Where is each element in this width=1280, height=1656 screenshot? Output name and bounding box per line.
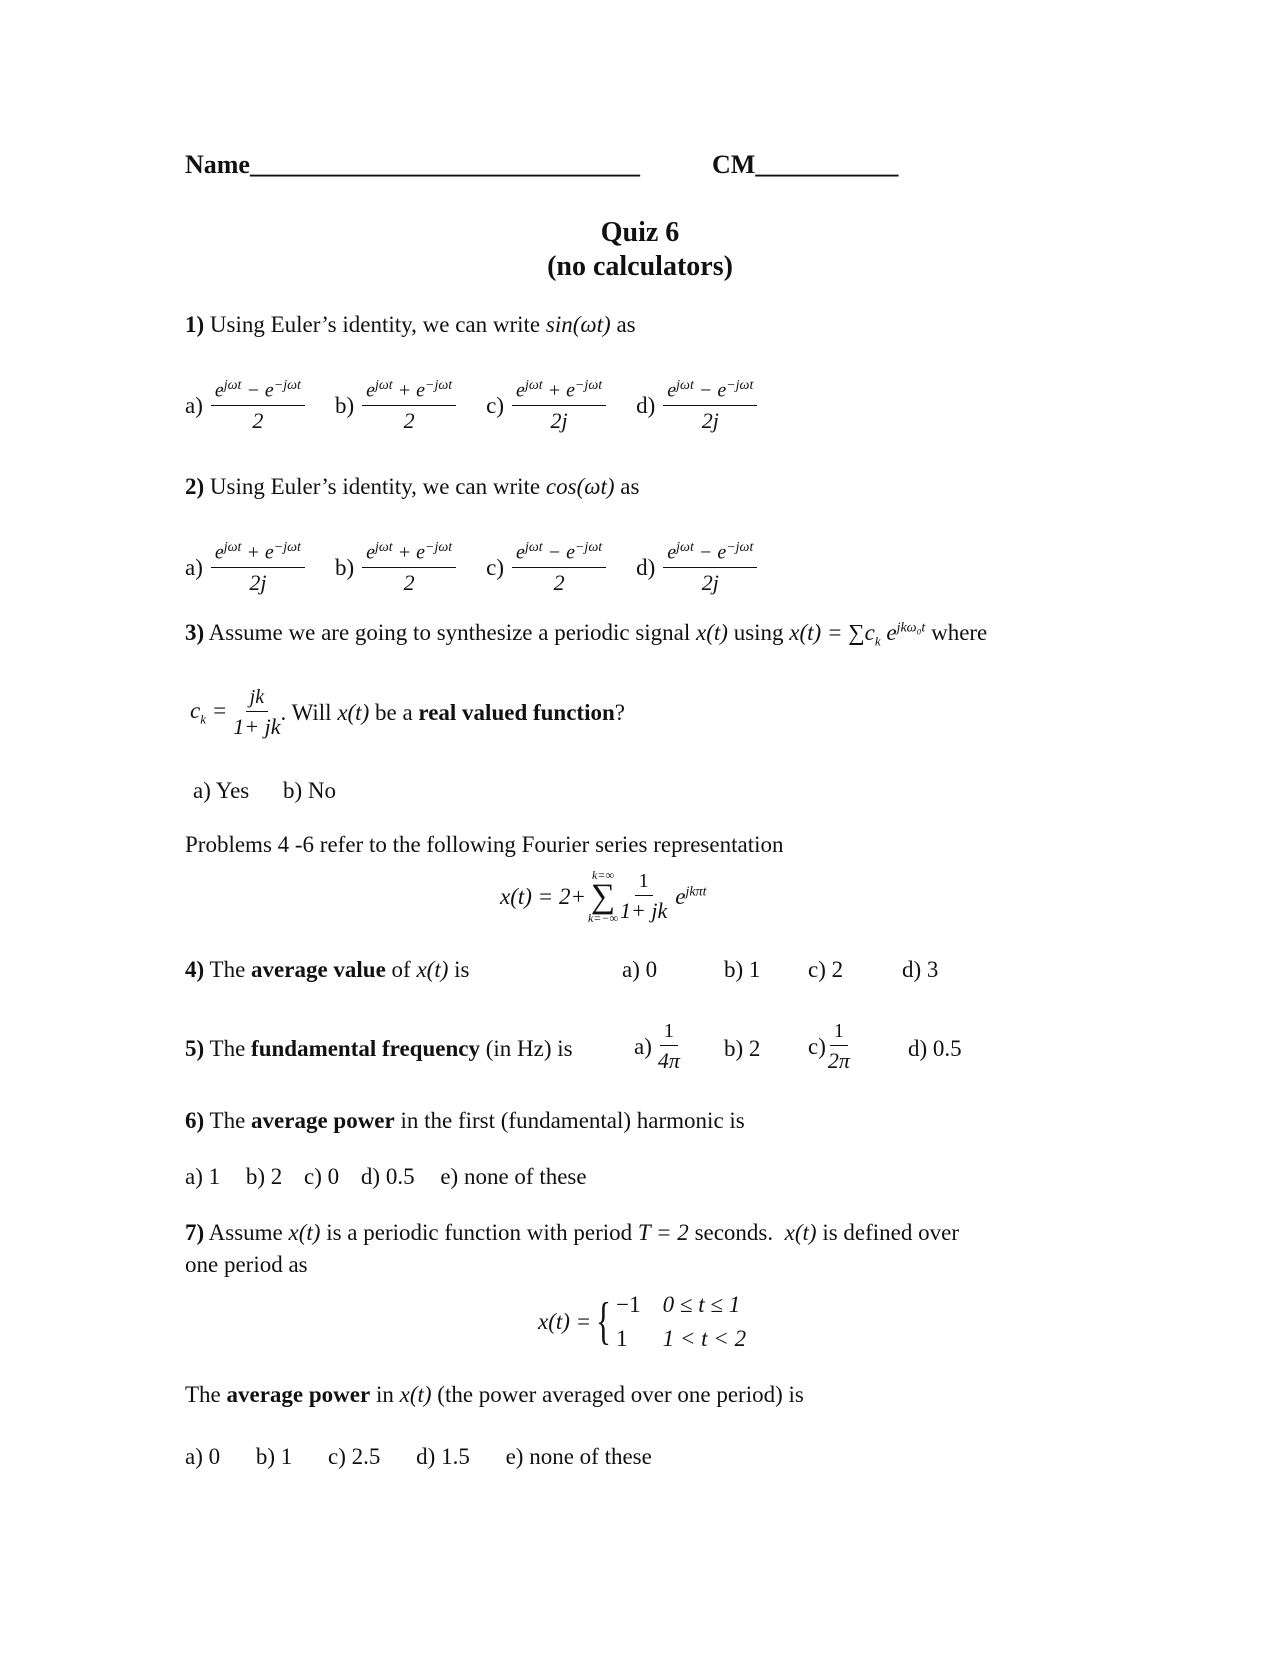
fourier-series-formula — [500, 868, 707, 926]
question-text: of — [391, 957, 411, 982]
q4-option-d[interactable]: d) 3 — [902, 957, 939, 982]
question-text: seconds. — [694, 1220, 774, 1245]
question-7 — [185, 1220, 959, 1246]
math-expression: x(t) — [696, 620, 728, 645]
page-title — [0, 216, 1280, 284]
math-expression: x(t) — [288, 1220, 321, 1245]
option-b[interactable]: b) 1 — [255, 1444, 293, 1469]
option-c[interactable]: c) 0 — [304, 1164, 340, 1189]
piecewise-lhs: x(t) = — [538, 1309, 592, 1334]
math-expression: sin(ωt) — [545, 312, 611, 337]
question-number: 5) — [185, 1036, 205, 1061]
name-field-label: Name______________________________ — [185, 150, 640, 179]
question-5 — [185, 1036, 573, 1062]
quiz-subtitle: (no calculators) — [547, 251, 733, 282]
option-c[interactable]: c) 2.5 — [328, 1444, 381, 1469]
coefficient-label: $c_k$ = — [190, 698, 228, 727]
math-expression: x(t) — [416, 957, 449, 982]
case-condition: 0 ≤ t ≤ 1 — [662, 1292, 741, 1317]
q4-option-c[interactable]: c) 2 — [808, 957, 844, 982]
q5-option-b[interactable]: b) 2 — [724, 1036, 761, 1061]
question-7-line2: one period as — [185, 1252, 308, 1277]
option-b[interactable]: b) $\frac{e^{j\omega t} + e^{-j\omega t}}{2}$ — [335, 540, 456, 596]
option-a[interactable]: a) $\frac{e^{j\omega t} + e^{-j\omega t}}{2j}$ — [185, 540, 305, 596]
question-6 — [185, 1108, 745, 1134]
case-value: −1 — [616, 1292, 641, 1317]
q4-option-b[interactable]: b) 1 — [724, 957, 761, 982]
bold-term: average power — [226, 1382, 371, 1407]
question-3-coefficient — [190, 686, 625, 740]
question-4 — [185, 957, 469, 983]
coefficient-fraction: $\frac{jk}{1+ jk}$ — [233, 686, 281, 739]
formula-lhs: x(t) = 2+ — [500, 884, 586, 909]
question-text: be a — [374, 700, 413, 725]
question-text: Using Euler’s identity, we can write — [209, 474, 541, 499]
question-number: 2) — [185, 474, 205, 499]
synthesis-formula: $x(t) = \sum c_k$ $e^{jk\omega_0t}$ — [789, 620, 926, 649]
piecewise-definition — [538, 1292, 746, 1352]
question-text: is a periodic function with period — [326, 1220, 633, 1245]
option-a[interactable]: a) 1 — [185, 1164, 221, 1189]
question-3-options — [193, 778, 336, 804]
option-a[interactable]: a) 0 — [185, 1444, 221, 1469]
question-text: is — [454, 957, 470, 982]
question-1-options — [185, 378, 783, 434]
q5-option-a[interactable]: a) $\frac{1}{4\pi}$ — [634, 1020, 680, 1073]
question-text: (the power averaged over one period) is — [437, 1382, 804, 1407]
q5-option-d[interactable]: d) 0.5 — [908, 1036, 962, 1061]
question-text: Assume — [208, 1220, 283, 1245]
cm-field-label: CM___________ — [712, 150, 899, 179]
option-c[interactable]: c) $\frac{e^{j\omega t} + e^{-j\omega t}}{2j}$ — [486, 378, 606, 434]
option-c[interactable]: c) $\frac{e^{j\omega t} - e^{-j\omega t}}{2}$ — [486, 540, 606, 596]
question-text: The — [185, 1382, 221, 1407]
question-6-options — [185, 1164, 587, 1190]
bold-term: average power — [251, 1108, 395, 1133]
option-a[interactable]: a) Yes — [193, 778, 250, 803]
question-text: is defined over — [822, 1220, 959, 1245]
option-e[interactable]: e) none of these — [440, 1164, 587, 1189]
period-value: T = 2 — [637, 1220, 689, 1245]
question-text: ? — [614, 700, 625, 725]
question-text: Using Euler’s identity, we can write — [209, 312, 541, 337]
q4-option-a[interactable]: a) 0 — [622, 957, 658, 982]
option-d[interactable]: d) $\frac{e^{j\omega t} - e^{-j\omega t}}{2j}$ — [636, 378, 757, 434]
math-expression: x(t) — [784, 1220, 817, 1245]
math-expression: cos(ωt) — [545, 474, 615, 499]
fourier-intro: Problems 4 -6 refer to the following Fourier series representation — [185, 832, 784, 857]
question-text: The — [209, 1036, 246, 1061]
option-b[interactable]: b) No — [282, 778, 337, 803]
question-number: 3) — [185, 620, 205, 645]
question-text: . Will — [280, 700, 332, 725]
question-number: 7) — [185, 1220, 205, 1245]
option-a[interactable]: a) $\frac{e^{j\omega t} - e^{-j\omega t}}{2}$ — [185, 378, 305, 434]
option-d[interactable]: d) 0.5 — [360, 1164, 415, 1189]
case-condition: 1 < t < 2 — [662, 1326, 747, 1351]
bold-term: real valued function — [418, 700, 615, 725]
option-e[interactable]: e) none of these — [505, 1444, 652, 1469]
question-text: as — [620, 474, 640, 499]
option-d[interactable]: d) $\frac{e^{j\omega t} - e^{-j\omega t}}{2j}$ — [636, 540, 757, 596]
bold-term: average value — [251, 957, 386, 982]
question-number: 4) — [185, 957, 205, 982]
question-number: 6) — [185, 1108, 205, 1133]
question-7-followup — [185, 1382, 804, 1408]
question-text: (in Hz) is — [485, 1036, 573, 1061]
question-2-options — [185, 540, 783, 596]
option-b[interactable]: b) $\frac{e^{j\omega t} + e^{-j\omega t}}{2}$ — [335, 378, 456, 434]
question-text: where — [931, 620, 988, 645]
question-text: in — [375, 1382, 394, 1407]
exponential-term: $e^{jk\pi t}$ — [675, 884, 707, 909]
question-number: 1) — [185, 312, 205, 337]
question-text: The — [209, 1108, 246, 1133]
question-text: in the first (fundamental) harmonic is — [400, 1108, 745, 1133]
q5-option-c[interactable]: c) $\frac{1}{2\pi}$ — [808, 1020, 850, 1073]
question-3 — [185, 620, 987, 650]
bold-term: fundamental frequency — [251, 1036, 480, 1061]
math-expression: x(t) — [337, 700, 370, 725]
quiz-title: Quiz 6 — [600, 217, 680, 248]
question-text: as — [616, 312, 636, 337]
option-d[interactable]: d) 1.5 — [416, 1444, 470, 1469]
option-b[interactable]: b) 2 — [245, 1164, 283, 1189]
question-text: Assume we are going to synthesize a periodic signal — [208, 620, 691, 645]
series-fraction: $\frac{1}{1+ jk}$ — [620, 870, 668, 923]
question-2 — [185, 474, 639, 500]
question-1 — [185, 312, 636, 338]
piecewise-cases — [616, 1292, 746, 1352]
brace-symbol: { — [596, 1293, 612, 1350]
question-7-options — [185, 1444, 652, 1470]
question-text: The — [209, 957, 246, 982]
math-expression: x(t) — [399, 1382, 432, 1407]
summation: k=∞ ∑ k=−∞ — [587, 868, 619, 925]
case-value: 1 — [616, 1326, 628, 1351]
question-text: using — [733, 620, 784, 645]
